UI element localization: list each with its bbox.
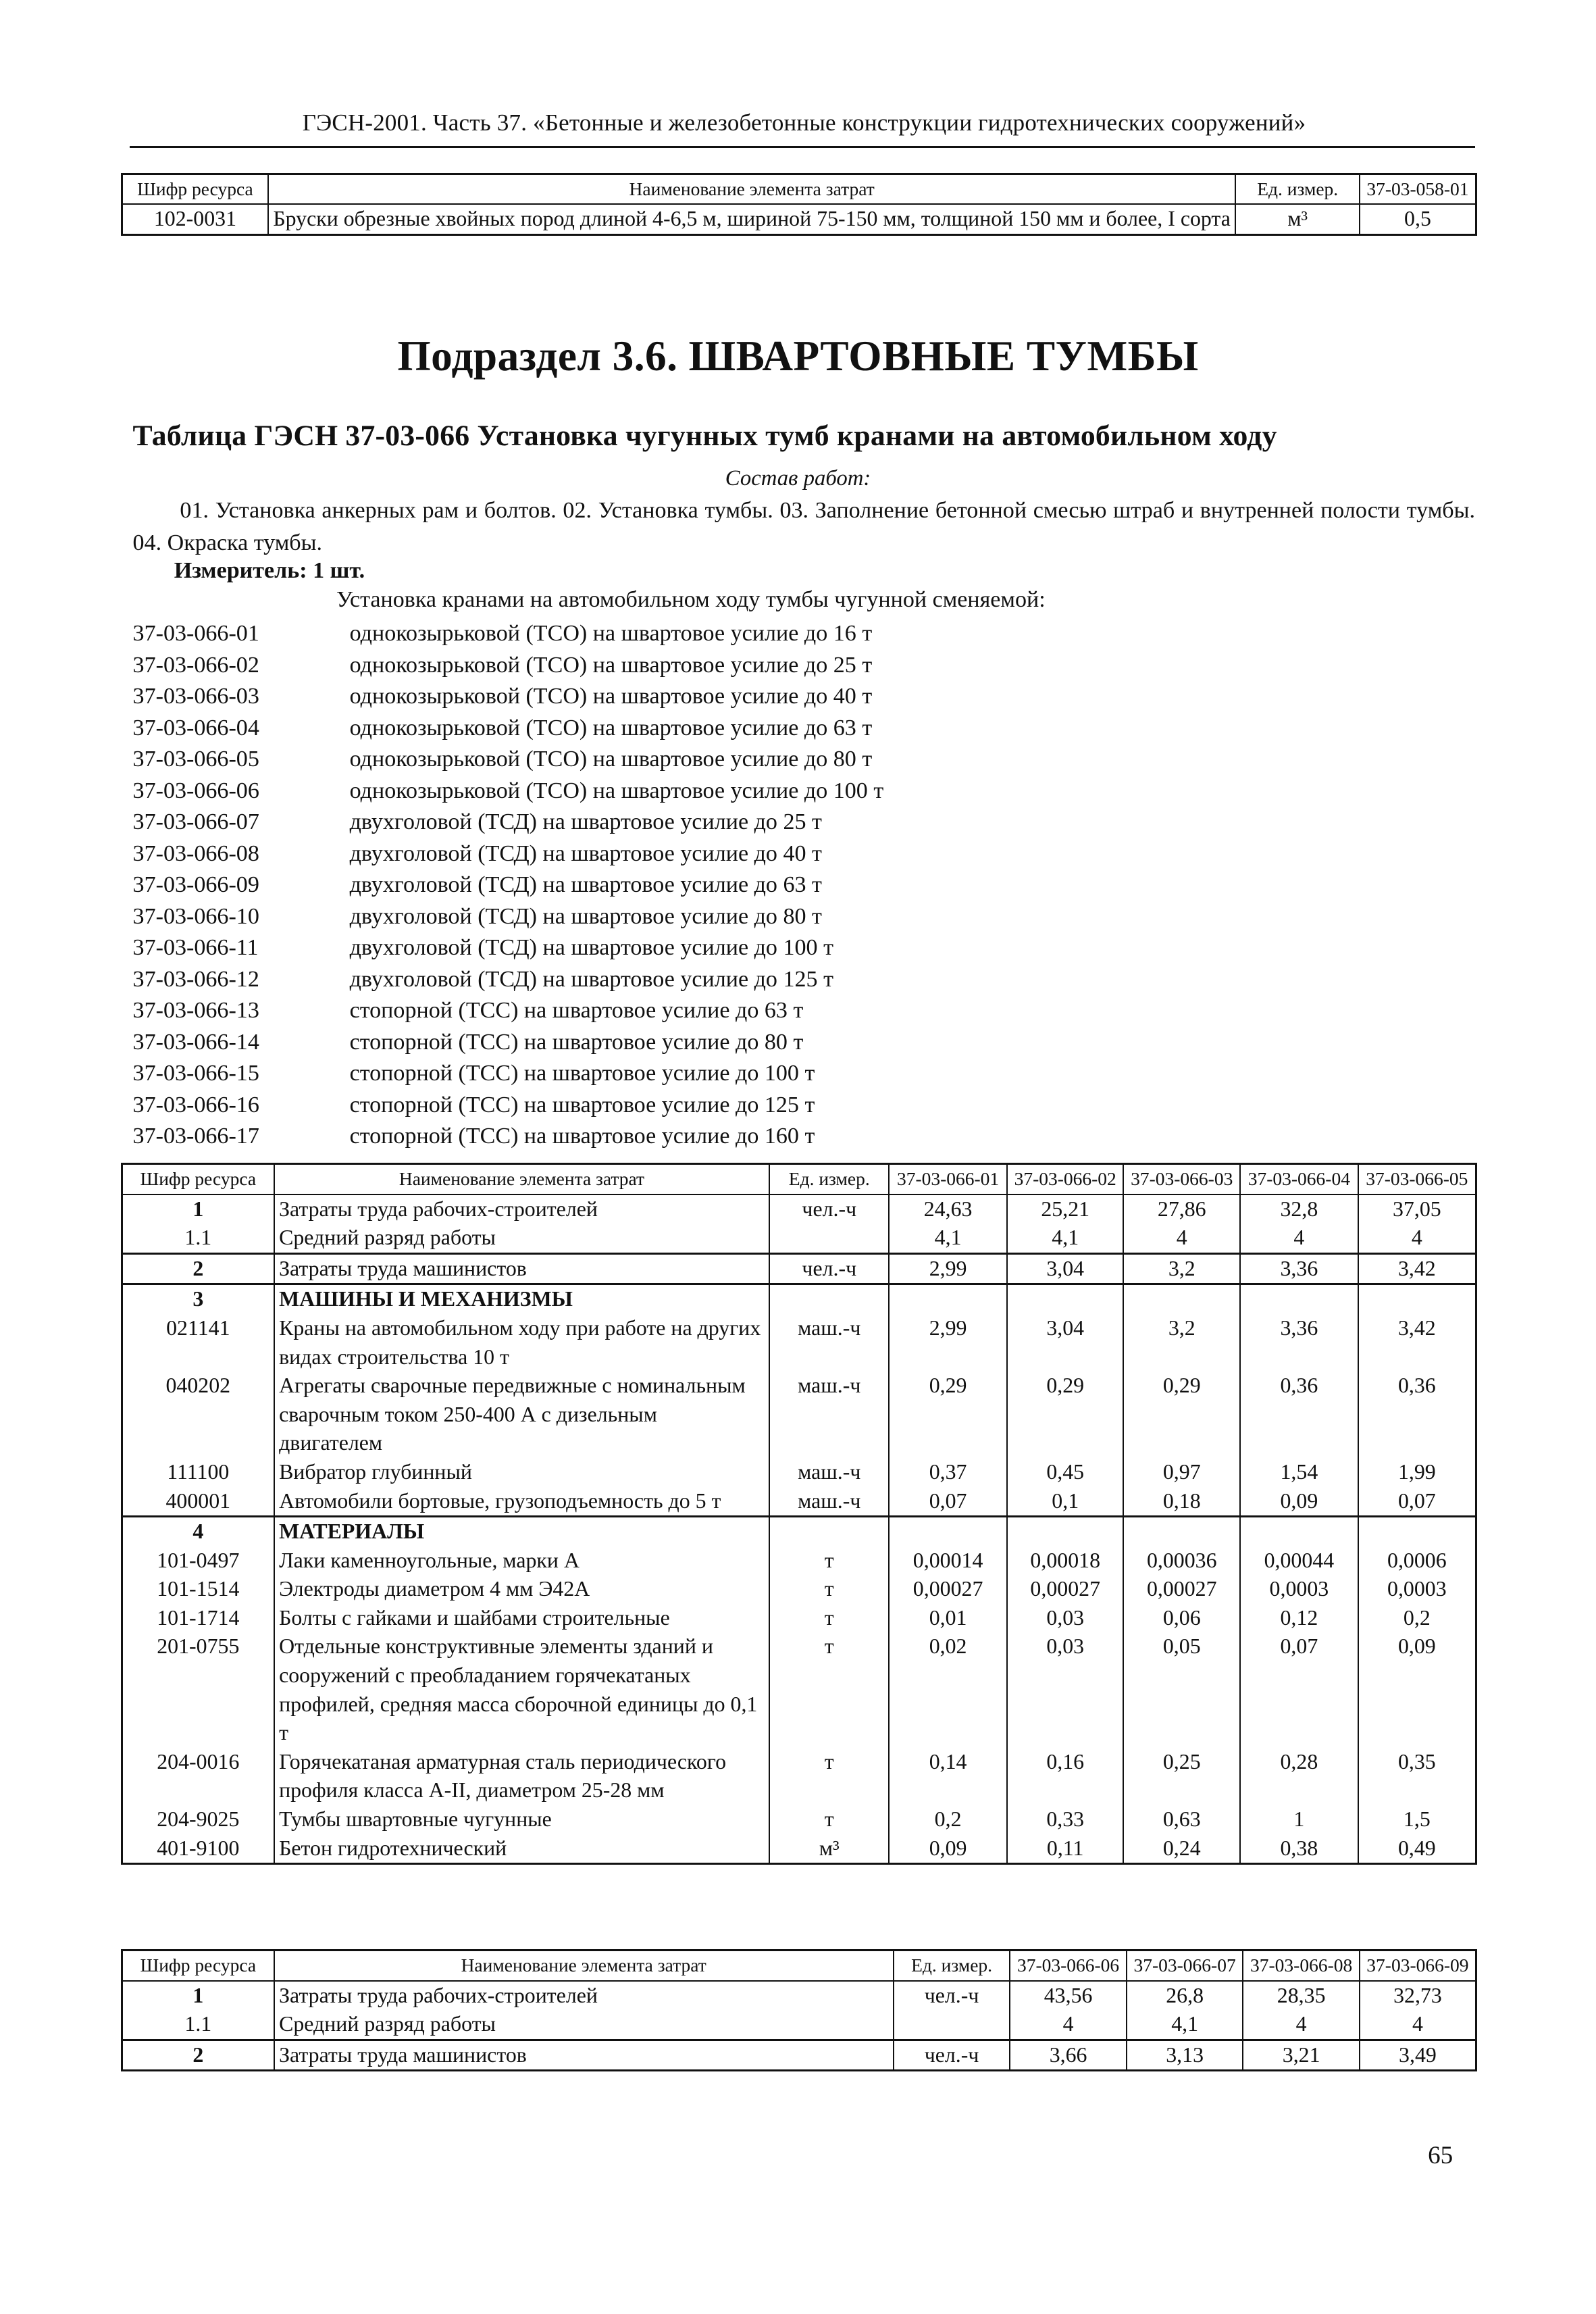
cell-value: 0,00044: [1240, 1546, 1358, 1576]
cell-unit: т: [769, 1575, 889, 1604]
cell-value: 0,06: [1123, 1604, 1240, 1633]
cell-value: [889, 1284, 1007, 1314]
table1-header: [122, 1163, 1476, 1194]
code-list-item: [133, 964, 884, 996]
header-col: 37-03-058-01: [1360, 174, 1476, 204]
cell-value: 32,8: [1240, 1194, 1358, 1224]
cell-value: 3,36: [1240, 1253, 1358, 1284]
cell-value: 3,42: [1358, 1314, 1476, 1372]
code-description: стопорной (ТСС) на швартовое усилие до 80 т: [349, 1029, 804, 1055]
cell-value: 3,42: [1358, 1253, 1476, 1284]
cell-value: 0,2: [889, 1805, 1007, 1834]
code-number: 37-03-066-06: [132, 778, 259, 803]
code-description: двухголовой (ТСД) на швартовое усилие до 40 т: [349, 840, 822, 866]
cell-value: 4,1: [1127, 2010, 1243, 2040]
cell-name: Бруски обрезные хвойных пород длиной 4-6,5 м, шириной 75-150 мм, толщиной 150 мм и более, I сорта: [268, 204, 1236, 234]
cell-value: 0,00027: [1007, 1575, 1124, 1604]
cell-value: 0,36: [1358, 1372, 1476, 1458]
cell-unit: т: [769, 1805, 889, 1834]
cell-name: Затраты труда рабочих-строителей: [274, 1194, 770, 1224]
code-number: 37-03-066-02: [132, 652, 259, 678]
cell-value: 0,07: [889, 1487, 1007, 1517]
table-row: [122, 1284, 1476, 1314]
code-list-item: [133, 650, 884, 682]
header-name: Наименование элемента затрат: [268, 174, 1236, 204]
running-header: ГЭСН-2001. Часть 37. «Бетонные и железобетонные конструкции гидротехнических сооружений»: [302, 109, 1306, 136]
cell-code: 204-9025: [122, 1805, 274, 1834]
table1-body: [122, 1194, 1476, 1864]
cell-value: [1240, 1517, 1358, 1546]
cell-value: 0,09: [1240, 1487, 1358, 1517]
code-description: однокозырьковой (ТСО) на швартовое усилие до 25 т: [349, 652, 873, 678]
code-list-item: [133, 901, 884, 933]
cell-value: 0,97: [1123, 1458, 1240, 1487]
cell-value: 0,36: [1240, 1372, 1358, 1458]
code-list-item: [133, 1027, 884, 1059]
cell-code: 101-0497: [122, 1546, 274, 1576]
cell-value: 0,14: [889, 1748, 1007, 1805]
section-title: Подраздел 3.6. ШВАРТОВНЫЕ ТУМБЫ: [397, 332, 1199, 380]
page-number: 65: [1428, 2141, 1453, 2169]
table-row: [122, 1805, 1476, 1834]
cell-value: 0,11: [1007, 1834, 1124, 1864]
cell-unit: маш.-ч: [769, 1314, 889, 1372]
code-description: стопорной (ТСС) на швартовое усилие до 125 т: [349, 1092, 815, 1117]
cell-unit: чел.-ч: [769, 1253, 889, 1284]
code-list-item: [133, 807, 884, 838]
cell-code: 101-1714: [122, 1604, 274, 1633]
header-name: Наименование элемента затрат: [274, 1163, 770, 1194]
cell-value: 4: [1010, 2010, 1127, 2040]
cell-value: 3,2: [1123, 1253, 1240, 1284]
code-description: однокозырьковой (ТСО) на швартовое усилие до 80 т: [349, 747, 873, 772]
cell-value: 0,07: [1240, 1632, 1358, 1747]
cell-value: 0,00014: [889, 1546, 1007, 1576]
cell-value: 3,04: [1007, 1314, 1124, 1372]
code-number: 37-03-066-01: [132, 621, 259, 647]
cell-value: 0,09: [1358, 1632, 1476, 1747]
cell-value: 28,35: [1243, 1981, 1360, 2011]
cell-code: 2: [122, 2040, 274, 2071]
cell-value: 0,05: [1123, 1632, 1240, 1747]
cell-unit: т: [769, 1546, 889, 1576]
code-list-item: [133, 995, 884, 1027]
prev-table-header: [122, 174, 1476, 204]
cell-code: 401-9100: [122, 1834, 274, 1864]
cell-value: 1: [1240, 1805, 1358, 1834]
code-list-item: [133, 681, 884, 713]
cell-value: 4,1: [1007, 1224, 1124, 1253]
cell-value: 4: [1358, 1224, 1476, 1253]
code-description: однокозырьковой (ТСО) на швартовое усилие до 63 т: [349, 715, 873, 740]
cell-value: [1123, 1284, 1240, 1314]
cell-name: Электроды диаметром 4 мм Э42А: [274, 1575, 770, 1604]
cell-value: 0,16: [1007, 1748, 1124, 1805]
cell-code: 3: [122, 1284, 274, 1314]
cell-value: 0,03: [1007, 1632, 1124, 1747]
header-col: 37-03-066-07: [1127, 1951, 1243, 1981]
cell-value: 0,29: [1123, 1372, 1240, 1458]
cell-value: 0,45: [1007, 1458, 1124, 1487]
cell-name: Тумбы швартовные чугунные: [274, 1805, 770, 1834]
cell-value: 0,0003: [1240, 1575, 1358, 1604]
code-description: двухголовой (ТСД) на швартовое усилие до 80 т: [349, 903, 822, 929]
cell-value: 27,86: [1123, 1194, 1240, 1224]
cell-value: 0,1: [1007, 1487, 1124, 1517]
code-number: 37-03-066-09: [132, 872, 259, 898]
table-row: [122, 1487, 1476, 1517]
cell-name: МАШИНЫ И МЕХАНИЗМЫ: [274, 1284, 770, 1314]
cell-value: 0,49: [1358, 1834, 1476, 1864]
header-rule: [130, 146, 1475, 148]
cell-value: [1240, 1284, 1358, 1314]
cell-unit: т: [769, 1604, 889, 1633]
code-description: двухголовой (ТСД) на швартовое усилие до 25 т: [349, 809, 822, 835]
cell-unit: чел.-ч: [894, 2040, 1010, 2071]
cell-value: 0,35: [1358, 1748, 1476, 1805]
cell-unit: маш.-ч: [769, 1458, 889, 1487]
code-list-item: [133, 1121, 884, 1153]
header-col: 37-03-066-03: [1123, 1163, 1240, 1194]
cell-value: 2,99: [889, 1314, 1007, 1372]
table-row: [122, 1458, 1476, 1487]
table-row: [122, 1372, 1476, 1458]
header-unit: Ед. измер.: [769, 1163, 889, 1194]
code-number: 37-03-066-11: [132, 935, 259, 961]
cell-code: 2: [122, 1253, 274, 1284]
table-row: [122, 1604, 1476, 1633]
cell-value: 0,0006: [1358, 1546, 1476, 1576]
cell-unit: м³: [769, 1834, 889, 1864]
cell-value: 3,04: [1007, 1253, 1124, 1284]
cell-value: 1,5: [1358, 1805, 1476, 1834]
cell-code: 1: [122, 1194, 274, 1224]
cell-code: 204-0016: [122, 1748, 274, 1805]
table-row: [122, 1194, 1476, 1224]
cell-value: 4: [1240, 1224, 1358, 1253]
cell-value: 0,25: [1123, 1748, 1240, 1805]
table2-header: [122, 1951, 1476, 1981]
cell-name: Вибратор глубинный: [274, 1458, 770, 1487]
code-description: стопорной (ТСС) на швартовое усилие до 100 т: [349, 1061, 815, 1086]
cell-unit: т: [769, 1748, 889, 1805]
cell-unit: м³: [1235, 204, 1359, 234]
code-description: однокозырьковой (ТСО) на швартовое усилие до 100 т: [349, 778, 884, 803]
cell-value: 0,12: [1240, 1604, 1358, 1633]
table-row: [122, 204, 1476, 234]
cell-value: 24,63: [889, 1194, 1007, 1224]
table-row: [122, 1314, 1476, 1372]
cell-value: [889, 1517, 1007, 1546]
code-number: 37-03-066-07: [132, 809, 259, 835]
code-number: 37-03-066-05: [132, 747, 259, 772]
cell-value: 43,56: [1010, 1981, 1127, 2011]
code-number: 37-03-066-08: [132, 840, 259, 866]
code-number: 37-03-066-14: [132, 1029, 259, 1055]
cell-code: 111100: [122, 1458, 274, 1487]
cell-value: 1,99: [1358, 1458, 1476, 1487]
cell-unit: чел.-ч: [769, 1194, 889, 1224]
cell-value: 26,8: [1127, 1981, 1243, 2011]
cell-unit: маш.-ч: [769, 1487, 889, 1517]
cell-code: 102-0031: [122, 204, 268, 234]
cell-value: 0,00027: [889, 1575, 1007, 1604]
cell-value: 1,54: [1240, 1458, 1358, 1487]
cell-value: 0,03: [1007, 1604, 1124, 1633]
header-code: Шифр ресурса: [122, 1951, 274, 1981]
cell-value: 4,1: [889, 1224, 1007, 1253]
cell-value: 0,01: [889, 1604, 1007, 1633]
cell-name: Средний разряд работы: [274, 1224, 770, 1253]
table-row: [122, 1632, 1476, 1747]
cell-value: 37,05: [1358, 1194, 1476, 1224]
cell-code: 201-0755: [122, 1632, 274, 1747]
cell-name: Затраты труда рабочих-строителей: [274, 1981, 894, 2011]
cell-name: МАТЕРИАЛЫ: [274, 1517, 770, 1546]
code-description: двухголовой (ТСД) на швартовое усилие до 100 т: [349, 935, 833, 961]
cell-value: 3,66: [1010, 2040, 1127, 2071]
cell-value: [1007, 1517, 1124, 1546]
cell-value: 4: [1123, 1224, 1240, 1253]
table-row: [122, 1546, 1476, 1576]
cell-name: Затраты труда машинистов: [274, 1253, 770, 1284]
cell-name: Агрегаты сварочные передвижные с номинальным сварочным током 250-400 А с дизельным двигателем: [274, 1372, 770, 1458]
cell-value: 4: [1243, 2010, 1360, 2040]
cell-code: 1.1: [122, 2010, 274, 2040]
table-row: [122, 1253, 1476, 1284]
code-list: [133, 618, 884, 1153]
cell-value: 0,00036: [1123, 1546, 1240, 1576]
cell-value: 2,99: [889, 1253, 1007, 1284]
cell-value: 0,02: [889, 1632, 1007, 1747]
cell-name: Краны на автомобильном ходу при работе на других видах строительства 10 т: [274, 1314, 770, 1372]
code-list-item: [133, 838, 884, 870]
cell-code: 040202: [122, 1372, 274, 1458]
code-number: 37-03-066-17: [132, 1124, 259, 1149]
cell-name: Болты с гайками и шайбами строительные: [274, 1604, 770, 1633]
cell-value: 0,29: [889, 1372, 1007, 1458]
cell-value: 0,33: [1007, 1805, 1124, 1834]
header-col: 37-03-066-01: [889, 1163, 1007, 1194]
header-col: 37-03-066-04: [1240, 1163, 1358, 1194]
table-row: [122, 2040, 1476, 2071]
cell-name: Бетон гидротехнический: [274, 1834, 770, 1864]
header-unit: Ед. измер.: [1235, 174, 1359, 204]
cell-value: 0,2: [1358, 1604, 1476, 1633]
code-number: 37-03-066-10: [132, 903, 259, 929]
cell-value: 0,0003: [1358, 1575, 1476, 1604]
cell-value: 0,29: [1007, 1372, 1124, 1458]
code-number: 37-03-066-15: [132, 1061, 259, 1086]
code-number: 37-03-066-03: [132, 684, 259, 709]
resource-table-2: [121, 1949, 1477, 2071]
cell-name: Горячекатаная арматурная сталь периодического профиля класса А-II, диаметром 25-28 мм: [274, 1748, 770, 1805]
cell-name: Средний разряд работы: [274, 2010, 894, 2040]
work-caption: Состав работ:: [725, 466, 871, 491]
code-list-item: [133, 1058, 884, 1090]
code-list-item: [133, 713, 884, 745]
cell-value: 3,21: [1243, 2040, 1360, 2071]
table-row: [122, 1517, 1476, 1546]
code-number: 37-03-066-04: [132, 715, 259, 740]
cell-unit: [769, 1224, 889, 1253]
install-title: Установка кранами на автомобильном ходу тумбы чугунной сменяемой:: [336, 587, 1046, 613]
cell-value: 3,2: [1123, 1314, 1240, 1372]
code-description: стопорной (ТСС) на швартовое усилие до 63 т: [349, 998, 804, 1024]
header-col: 37-03-066-05: [1358, 1163, 1476, 1194]
cell-value: [1123, 1517, 1240, 1546]
code-number: 37-03-066-13: [132, 998, 259, 1024]
code-description: стопорной (ТСС) на швартовое усилие до 160 т: [349, 1124, 815, 1149]
cell-unit: [769, 1284, 889, 1314]
header-unit: Ед. измер.: [894, 1951, 1010, 1981]
cell-value: 0,00027: [1123, 1575, 1240, 1604]
cell-unit: чел.-ч: [894, 1981, 1010, 2011]
code-list-item: [133, 618, 884, 650]
code-description: однокозырьковой (ТСО) на швартовое усилие до 16 т: [349, 621, 873, 647]
code-description: однокозырьковой (ТСО) на швартовое усилие до 40 т: [349, 684, 873, 709]
cell-code: 4: [122, 1517, 274, 1546]
cell-name: Лаки каменноугольные, марки А: [274, 1546, 770, 1576]
table2-body: [122, 1981, 1476, 2071]
code-number: 37-03-066-12: [132, 966, 259, 992]
cell-value: 0,07: [1358, 1487, 1476, 1517]
header-col: 37-03-066-06: [1010, 1951, 1127, 1981]
cell-value: 3,49: [1360, 2040, 1476, 2071]
cell-code: 021141: [122, 1314, 274, 1372]
cell-value: 25,21: [1007, 1194, 1124, 1224]
cell-value: 0,63: [1123, 1805, 1240, 1834]
cell-value: 3,13: [1127, 2040, 1243, 2071]
table-row: [122, 2010, 1476, 2040]
measure-unit: Измеритель: 1 шт.: [174, 557, 365, 583]
cell-value: 0,5: [1360, 204, 1476, 234]
cell-code: 400001: [122, 1487, 274, 1517]
code-number: 37-03-066-16: [132, 1092, 259, 1117]
cell-value: 0,37: [889, 1458, 1007, 1487]
cell-value: 3,36: [1240, 1314, 1358, 1372]
cell-value: 4: [1360, 2010, 1476, 2040]
table-row: [122, 1575, 1476, 1604]
cell-unit: т: [769, 1632, 889, 1747]
table-title: Таблица ГЭСН 37-03-066 Установка чугунных тумб кранами на автомобильном ходу: [132, 420, 1277, 453]
prev-table: [121, 173, 1477, 236]
cell-value: 0,00018: [1007, 1546, 1124, 1576]
code-list-item: [133, 1090, 884, 1122]
cell-name: Затраты труда машинистов: [274, 2040, 894, 2071]
header-col: 37-03-066-02: [1007, 1163, 1124, 1194]
cell-value: 32,73: [1360, 1981, 1476, 2011]
resource-table-1: [121, 1163, 1477, 1865]
cell-value: [1358, 1284, 1476, 1314]
cell-code: 1: [122, 1981, 274, 2011]
code-list-item: [133, 932, 884, 964]
code-list-item: [133, 744, 884, 776]
header-col: 37-03-066-09: [1360, 1951, 1476, 1981]
cell-code: 1.1: [122, 1224, 274, 1253]
cell-unit: [769, 1517, 889, 1546]
cell-value: 0,18: [1123, 1487, 1240, 1517]
cell-value: 0,09: [889, 1834, 1007, 1864]
table-row: [122, 1834, 1476, 1864]
code-list-item: [133, 776, 884, 807]
work-description: 01. Установка анкерных рам и болтов. 02. Установка тумбы. 03. Заполнение бетонной смесью штраб и внутренней полости тумбы. 04. Окраска тумбы.: [132, 497, 1475, 555]
cell-value: [1007, 1284, 1124, 1314]
cell-value: 0,38: [1240, 1834, 1358, 1864]
table-row: [122, 1224, 1476, 1253]
cell-name: Отдельные конструктивные элементы зданий и сооружений с преобладанием горячекатаных профилей, средняя масса сборочной единицы до 0,1 т: [274, 1632, 770, 1747]
code-description: двухголовой (ТСД) на швартовое усилие до 63 т: [349, 872, 822, 898]
cell-unit: маш.-ч: [769, 1372, 889, 1458]
header-code: Шифр ресурса: [122, 1163, 274, 1194]
cell-value: 0,28: [1240, 1748, 1358, 1805]
cell-name: Автомобили бортовые, грузоподъемность до 5 т: [274, 1487, 770, 1517]
header-code: Шифр ресурса: [122, 174, 268, 204]
header-col: 37-03-066-08: [1243, 1951, 1360, 1981]
cell-unit: [894, 2010, 1010, 2040]
table-row: [122, 1981, 1476, 2011]
header-name: Наименование элемента затрат: [274, 1951, 894, 1981]
cell-code: 101-1514: [122, 1575, 274, 1604]
code-list-item: [133, 870, 884, 901]
code-description: двухголовой (ТСД) на швартовое усилие до 125 т: [349, 966, 833, 992]
table-row: [122, 1748, 1476, 1805]
cell-value: 0,24: [1123, 1834, 1240, 1864]
cell-value: [1358, 1517, 1476, 1546]
